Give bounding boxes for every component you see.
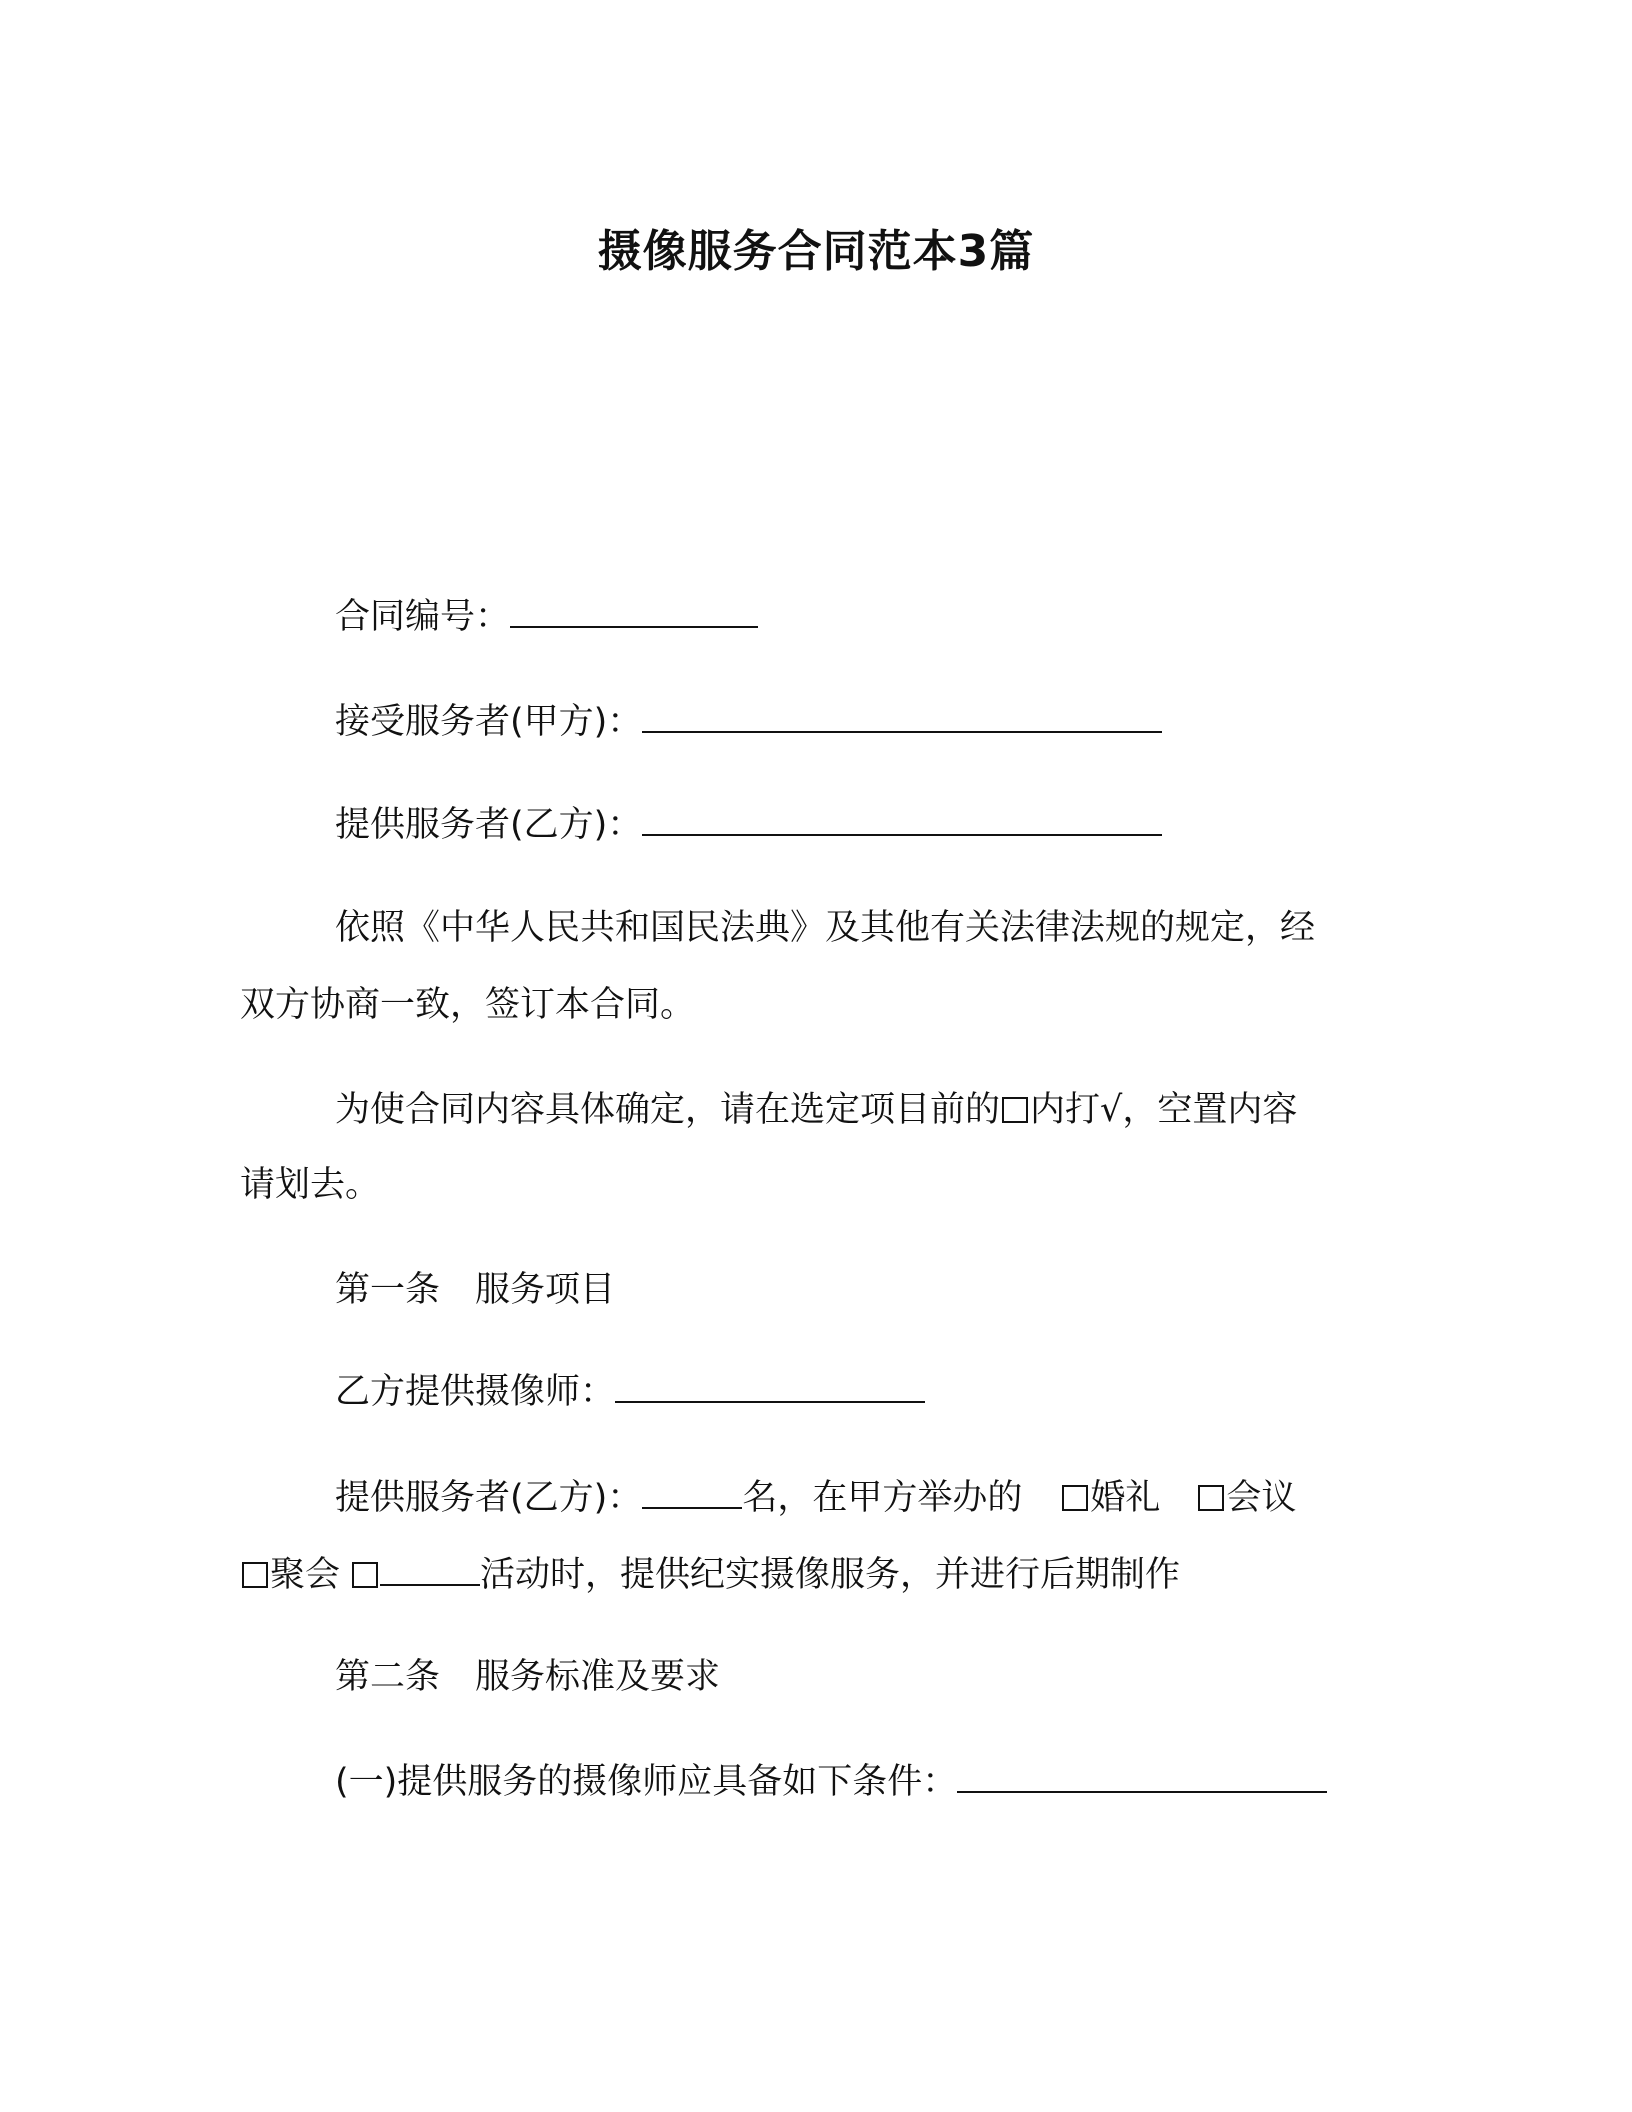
article2-heading: 第二条 服务标准及要求 xyxy=(335,1657,721,1697)
requirement-blank[interactable] xyxy=(957,1757,1327,1793)
contract-number-label: 合同编号： xyxy=(335,597,511,637)
option-party-label: 聚会 xyxy=(270,1555,341,1595)
document-title: 摄像服务合同范本3篇 xyxy=(597,226,1035,277)
party-a-label: 接受服务者(甲方)： xyxy=(335,702,643,742)
article1-heading: 第一条 服务项目 xyxy=(335,1270,616,1310)
note-paragraph-line1 xyxy=(335,1085,1297,1135)
note-text-before: 为使合同内容具体确定，请在选定项目前的 xyxy=(335,1090,1001,1130)
activity-suffix: 活动时，提供纪实摄像服务，并进行后期制作 xyxy=(480,1555,1181,1595)
service-line1 xyxy=(335,1473,1296,1523)
count-suffix: 名，在甲方举办的 xyxy=(742,1478,1023,1518)
party-b-blank[interactable] xyxy=(642,800,1162,836)
note-paragraph-line2: 请划去。 xyxy=(240,1165,381,1205)
intro-paragraph-line2: 双方协商一致，签订本合同。 xyxy=(240,985,696,1025)
photographer-label: 乙方提供摄像师： xyxy=(335,1372,616,1412)
party-a-line xyxy=(335,697,1162,747)
intro-paragraph-line1: 依照《中华人民共和国民法典》及其他有关法律法规的规定，经 xyxy=(335,908,1316,948)
contract-number-line xyxy=(335,592,758,642)
count-blank[interactable] xyxy=(642,1473,742,1509)
option-wedding-label: 婚礼 xyxy=(1090,1478,1161,1518)
checkbox-party[interactable] xyxy=(242,1562,268,1588)
checkbox-wedding[interactable] xyxy=(1062,1485,1088,1511)
checkbox-sample xyxy=(1002,1097,1028,1123)
photographer-line xyxy=(335,1367,925,1417)
contract-number-blank[interactable] xyxy=(510,592,758,628)
checkbox-other[interactable] xyxy=(352,1562,378,1588)
service-b-label: 提供服务者(乙方)： xyxy=(335,1478,643,1518)
service-line2 xyxy=(240,1550,1180,1600)
photographer-blank[interactable] xyxy=(615,1367,925,1403)
other-activity-blank[interactable] xyxy=(380,1550,480,1586)
party-b-label: 提供服务者(乙方)： xyxy=(335,805,643,845)
note-text-after: 内打√，空置内容 xyxy=(1030,1090,1298,1130)
option-meeting-label: 会议 xyxy=(1226,1478,1297,1518)
requirement-line xyxy=(335,1757,1327,1807)
requirement-label: (一)提供服务的摄像师应具备如下条件： xyxy=(335,1762,958,1802)
party-b-line xyxy=(335,800,1162,850)
checkbox-meeting[interactable] xyxy=(1198,1485,1224,1511)
party-a-blank[interactable] xyxy=(642,697,1162,733)
